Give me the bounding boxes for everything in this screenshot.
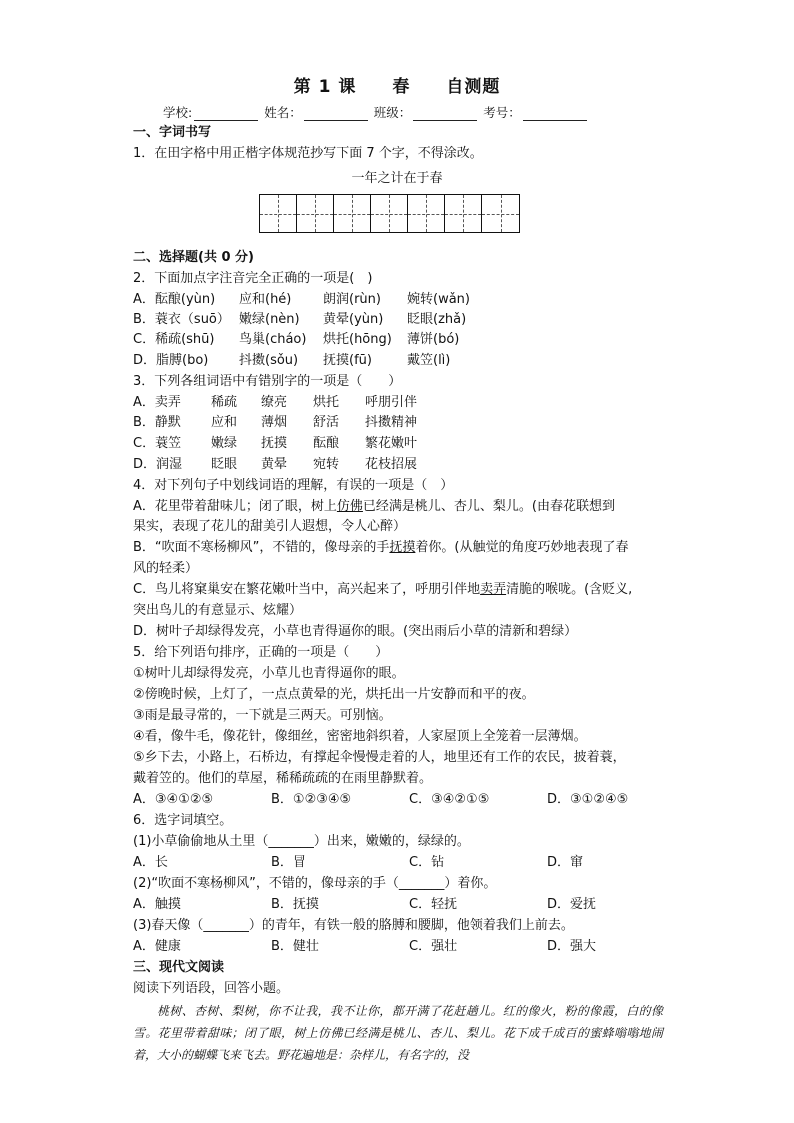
exam-no-label: 考号： — [483, 105, 521, 120]
reading-intro: 阅读下列语段，回答小题。 — [133, 981, 290, 996]
reading-passage: 桃树、杏树、梨树，你不让我，我不让你，都开满了花赶趟儿。红的像火，粉的像霞，白的像雪。花里带着甜味；闭了眼，树上仿佛已经满是桃儿、杏儿、梨儿。花下成千成百的蜜蜂嗡嗡地闹着，大小的蝴蝶飞来飞去。野花遍地是：杂样儿，有名字的，没 — [133, 1004, 663, 1062]
section-1-heading: 一、字词书写 — [133, 125, 212, 140]
grid-cell[interactable] — [408, 195, 445, 232]
grid-cell[interactable] — [371, 195, 408, 232]
question-3-stem: 3．下列各组词语中有错别字的一项是（ ） — [133, 374, 402, 389]
q4-option-b-line2: 风的轻柔） — [133, 561, 199, 576]
question-2-stem: 2．下面加点字注音完全正确的一项是( ) — [133, 271, 373, 286]
q2-option-b: B．蓑衣（suō） 嫩绿(nèn) 黄晕(yùn) 眨眼(zhǎ) — [133, 312, 467, 327]
q5-sentence-3: ③雨是最寻常的，一下就是三两天。可别恼。 — [133, 708, 392, 723]
section-3-heading: 三、现代文阅读 — [133, 960, 225, 975]
school-label: 学校: — [163, 105, 193, 120]
q6-part-1: (1)小草偷偷地从土里（_______）出来，嫩嫩的，绿绿的。 — [133, 834, 470, 849]
q6-part-3-options: A．健康 B．健壮 C．强壮 D．强大 — [133, 939, 597, 954]
student-info-line — [163, 103, 589, 121]
q6-part-2: (2)“吹面不寒杨柳风”，不错的，像母亲的手（_______）着你。 — [133, 876, 497, 891]
section-2-heading: 二、选择题(共 0 分) — [133, 250, 254, 265]
page-title: 第 1 课 春 自测题 — [293, 77, 501, 97]
question-5-stem: 5．给下列语句排序，正确的一项是（ ） — [133, 645, 389, 660]
school-blank[interactable] — [194, 108, 258, 121]
copy-text: 一年之计在于春 — [351, 171, 443, 186]
exam-no-blank[interactable] — [523, 108, 587, 121]
q5-option-b[interactable]: B．①②③④⑤ — [271, 792, 352, 807]
q6-part-1-options: A．长 B．冒 C．钻 D．窜 — [133, 855, 584, 870]
q4-option-a-line2: 果实，表现了花儿的甜美引人遐想，令人心醉） — [133, 519, 407, 534]
q5-sentence-4: ④看，像牛毛，像花针，像细丝，密密地斜织着，人家屋顶上全笼着一层薄烟。 — [133, 729, 587, 744]
q4-option-b-line1: B．“吹面不寒杨柳风”，不错的，像母亲的手抚摸着你。(从触觉的角度巧妙地表现了春 — [133, 540, 629, 555]
question-1: 1．在田字格中用正楷字体规范抄写下面 7 个字，不得涂改。 — [133, 146, 483, 161]
q3-option-a: A．卖弄 稀疏 缭亮 烘托 呼朋引伴 — [133, 395, 418, 410]
q3-option-b: B．静默 应和 薄烟 舒活 抖擞精神 — [133, 415, 418, 430]
q4-option-d: D．树叶子却绿得发亮，小草也青得逼你的眼。(突出雨后小草的清新和碧绿） — [133, 624, 578, 639]
q6-part-2-options: A．触摸 B．抚摸 C．轻抚 D．爱抚 — [133, 897, 597, 912]
q2-option-c: C．稀疏(shū) 鸟巢(cháo) 烘托(hōng) 薄饼(bó) — [133, 332, 460, 347]
q5-option-c[interactable]: C．③④②①⑤ — [409, 792, 490, 807]
q4-option-c-line2: 突出鸟儿的有意显示、炫耀） — [133, 603, 303, 618]
q5-options — [133, 791, 628, 809]
q5-sentence-1: ①树叶儿却绿得发亮，小草儿也青得逼你的眼。 — [133, 666, 405, 681]
question-6-stem: 6．选字词填空。 — [133, 813, 233, 828]
q5-sentence-5-line2: 戴着笠的。他们的草屋，稀稀疏疏的在雨里静默着。 — [133, 771, 433, 786]
q5-sentence-5-line1: ⑤乡下去，小路上，石桥边，有撑起伞慢慢走着的人，地里还有工作的农民，披着蓑， — [133, 750, 626, 765]
q2-option-a: A．酝酿(yùn) 应和(hé) 朗润(rùn) 婉转(wǎn) — [133, 292, 470, 307]
q3-option-c: C．蓑笠 嫩绿 抚摸 酝酿 繁花嫩叶 — [133, 436, 418, 451]
class-label: 班级： — [373, 105, 412, 120]
grid-cell[interactable] — [334, 195, 371, 232]
q2-option-d: D．脂膊(bo) 抖擞(sǒu) 抚摸(fū) 戴笠(lì) — [133, 353, 451, 368]
grid-cell[interactable] — [482, 195, 519, 232]
q6-part-3: (3)春天像（_______）的青年，有铁一般的胳膊和腰脚，他领着我们上前去。 — [133, 918, 574, 933]
class-blank[interactable] — [413, 108, 477, 121]
q5-option-d[interactable]: D．③①②④⑤ — [547, 792, 629, 807]
q4-option-c-line1: C．鸟儿将窠巢安在繁花嫩叶当中，高兴起来了，呼朋引伴地卖弄清脆的喉咙。(含贬义, — [133, 582, 633, 597]
q5-sentence-2: ②傍晚时候，上灯了，一点点黄晕的光，烘托出一片安静而和平的夜。 — [133, 687, 535, 702]
grid-cell[interactable] — [260, 195, 297, 232]
tianzige-grid — [259, 194, 520, 233]
question-4-stem: 4．对下列句子中划线词语的理解，有误的一项是（ ） — [133, 478, 454, 493]
q4-option-a-line1: A．花里带着甜味儿；闭了眼，树上仿佛已经满是桃儿、杏儿、梨儿。(由春花联想到 — [133, 499, 615, 514]
q3-option-d: D．润湿 眨眼 黄晕 宛转 花枝招展 — [133, 457, 418, 472]
grid-cell[interactable] — [297, 195, 334, 232]
q5-option-a[interactable]: A．③④①②⑤ — [133, 792, 214, 807]
name-blank[interactable] — [304, 108, 368, 121]
name-label: 姓名： — [264, 105, 302, 120]
grid-cell[interactable] — [445, 195, 482, 232]
